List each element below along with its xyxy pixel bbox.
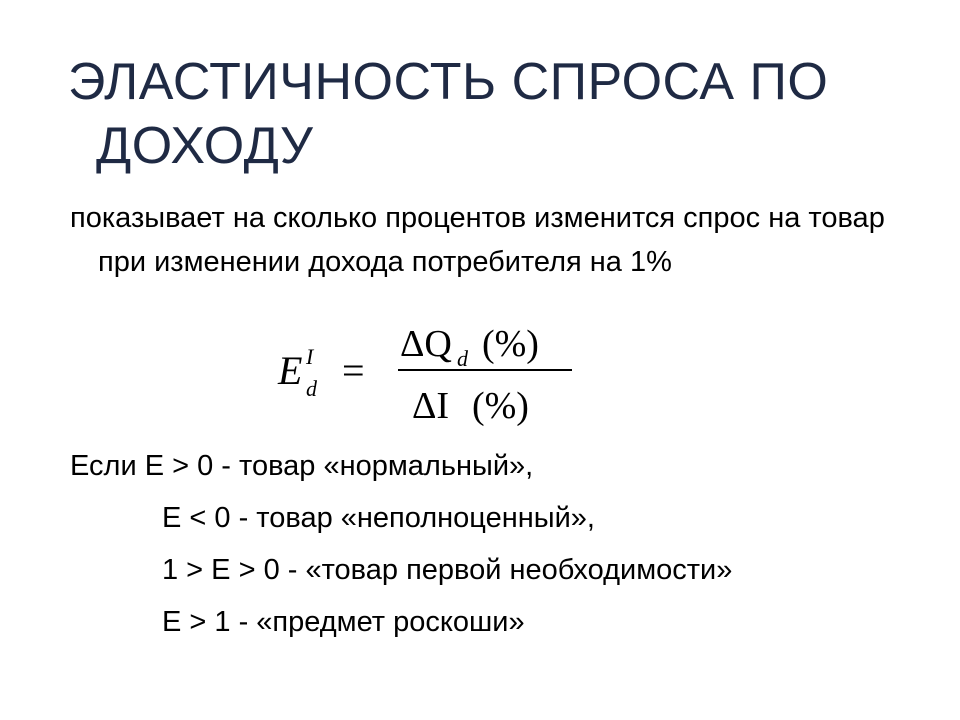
formula-lhs-subscript: d bbox=[306, 376, 317, 401]
definition-text: показывает на сколько процентов изменится спрос на товар при изменении дохода потребителя на 1% bbox=[70, 202, 885, 278]
formula-denominator-unit: (%) bbox=[472, 385, 529, 427]
conditions-list bbox=[70, 440, 920, 648]
formula-denominator: ΔI bbox=[412, 385, 450, 427]
formula-svg bbox=[272, 312, 592, 432]
formula-numerator-unit: (%) bbox=[482, 323, 539, 365]
formula-lhs-superscript: I bbox=[306, 344, 314, 369]
formula-numerator-subscript: d bbox=[457, 346, 468, 371]
condition-necessity: 1 > E > 0 - «товар первой необходимости» bbox=[162, 554, 733, 586]
formula-numerator: ΔQ bbox=[400, 323, 452, 365]
slide-title: ЭЛАСТИЧНОСТЬ СПРОСА ПО ДОХОДУ bbox=[68, 53, 829, 175]
condition-normal: Если E > 0 - товар «нормальный», bbox=[70, 450, 534, 482]
income-elasticity-formula bbox=[272, 312, 592, 432]
condition-luxury: E > 1 - «предмет роскоши» bbox=[162, 606, 525, 638]
condition-inferior: E < 0 - товар «неполноценный», bbox=[162, 502, 595, 534]
formula-equals: = bbox=[342, 348, 365, 393]
formula-lhs-symbol: E bbox=[278, 348, 303, 393]
